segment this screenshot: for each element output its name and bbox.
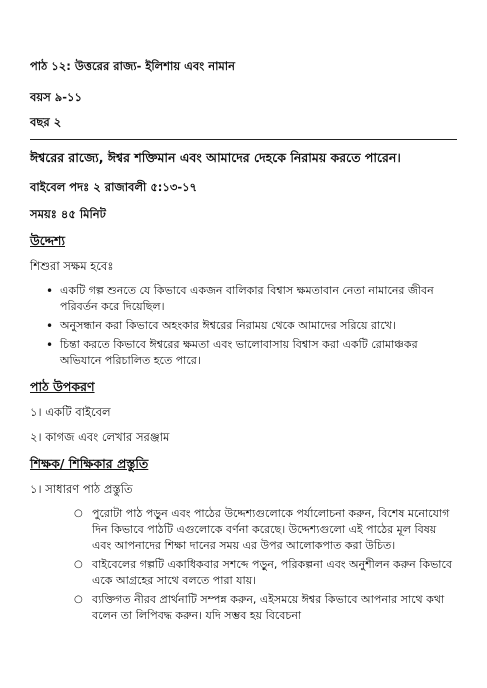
list-item — [46, 283, 457, 315]
bible-passage: বাইবেল পদঃ ২ রাজাবলী ৫:১৩-১৭ — [30, 180, 198, 194]
list-item — [74, 506, 457, 554]
material-item: ২। কাগজ এবং লেখার সরঞ্জাম — [30, 430, 170, 444]
preparation-heading: শিক্ষক/ শিক্ষিকার প্রস্তুতি — [30, 456, 149, 471]
objective-text: একটি গল্প শুনতে যে কিভাবে একজন বালিকার বিশ্বাস ক্ষমতাবান নেতা নামানের জীবন পরিবর্তন করে দিয়েছিল। — [60, 284, 434, 313]
objectives-heading: উদ্দেশ্য — [30, 233, 66, 248]
preparation-text: ব্যক্তিগত নীরব প্রার্থনাটি সম্পন্ন করুন, এইসময়ে ঈশ্বর কিভাবে আপনার সাথে কথা বলেন তা লিপিবদ্ধ করুন। যদি সম্ভব হয় বিবেচনা — [92, 593, 445, 622]
materials-heading: পাঠ উপকরণ — [30, 379, 95, 394]
objective-text: চিন্তা করতে কিভাবে ঈশ্বরের ক্ষমতা এবং ভালোবাসায় বিশ্বাস করা একটি রোমাঞ্চকর অভিযানে পরিচালিত হতে পারে। — [60, 338, 418, 367]
circle-bullet-icon: ○ — [74, 559, 83, 570]
year-label: বছর ২ — [30, 115, 62, 129]
bullet-icon: • — [46, 284, 54, 298]
preparation-text: পুরোটা পাঠ পড়ুন এবং পাঠের উদ্দেশ্যগুলোকে পর্যালোচনা করুন, বিশেষ মনোযোগ দিন কিভাবে পাঠটি এগুলোকে বর্ণনা করেছে। উদ্দেশ্যগুলো এই পাঠের মূল বিষয় এবং আপনাদের শিক্ষা দানের সময় এর উপর আলোকপাত করা উচিত। — [92, 507, 450, 552]
list-item — [74, 557, 457, 589]
lesson-title: পাঠ ১২: উত্তরের রাজ্য- ইলিশায় এবং নামান — [30, 59, 235, 73]
preparation-subheading: ১। সাধারণ পাঠ প্রস্তুতি — [30, 482, 133, 496]
objective-text: অনুসন্ধান করা কিভাবে অহংকার ঈশ্বরের নিরাময় থেকে আমাদের সরিয়ে রাখে। — [60, 319, 396, 332]
objectives-intro: শিশুরা সক্ষম হবেঃ — [30, 259, 114, 273]
list-item — [46, 318, 457, 334]
bullet-icon: • — [46, 338, 54, 352]
objectives-list — [30, 283, 457, 369]
circle-bullet-icon: ○ — [74, 594, 83, 605]
preparation-list — [30, 506, 457, 624]
preparation-text: বাইবেলের গল্পটি একাধিকবার সশব্দে পড়ুন, পরিকল্পনা এবং অনুশীলন করুন কিভাবে একে আগ্রহের সাথে বলতে পারা যায়। — [92, 558, 453, 587]
divider — [30, 139, 457, 140]
list-item — [74, 592, 457, 624]
material-item: ১। একটি বাইবেল — [30, 405, 111, 419]
circle-bullet-icon: ○ — [74, 508, 83, 519]
lesson-duration: সময়ঃ ৪৫ মিনিট — [30, 207, 106, 221]
bullet-icon: • — [46, 319, 54, 333]
lesson-statement: ঈশ্বরের রাজ্যে, ঈশ্বর শক্তিমান এবং আমাদের দেহকে নিরাময় করতে পারেন। — [30, 150, 401, 165]
age-range: বয়স ৯-১১ — [30, 90, 82, 104]
list-item — [46, 337, 457, 369]
